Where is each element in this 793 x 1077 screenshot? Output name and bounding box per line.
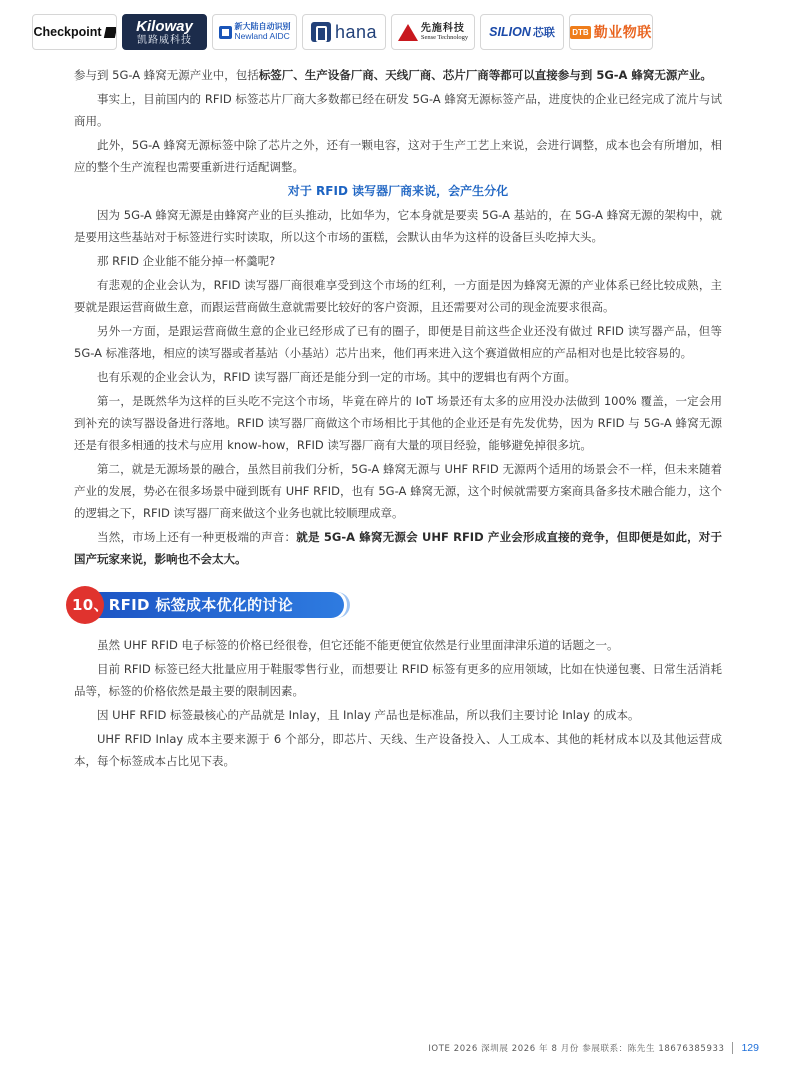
newland-logo-cn: 新大陆自动识别 xyxy=(234,21,291,31)
article-body xyxy=(74,64,722,774)
subheading: 对于 RFID 读写器厂商来说，会产生分化 xyxy=(287,184,509,198)
page-number: 129 xyxy=(741,1042,759,1054)
hana-logo-text: hana xyxy=(334,21,378,42)
footer-info: IOTE 2026 深圳展 2026 年 8 月份 参展联系：陈先生 18676385933 xyxy=(428,1044,725,1054)
newland-mark-icon xyxy=(219,26,232,39)
sense-logo-en: Sense Technology xyxy=(420,33,469,41)
paragraph: 虽然 UHF RFID 电子标签的价格已经很卷，但它还能不能更便宜依然是行业里面津津乐道的话题之一。 xyxy=(97,638,619,652)
silion-logo-cn: 芯联 xyxy=(532,27,555,39)
hana-mark-icon xyxy=(311,22,331,42)
dtb-mark-icon: DTB xyxy=(572,27,589,37)
paragraph: 当然，市场上还有一种更极端的声音：就是 5G-A 蜂窝无源会 UHF RFID 产业会形成直接的竞争，但即便是如此，对于国产玩家来说，影响也不会太大。 xyxy=(74,530,723,566)
paragraph: 参与到 5G-A 蜂窝无源产业中，包括标签厂、生产设备厂商、天线厂商、芯片厂商等都可以直接参与到 5G-A 蜂窝无源产业。 xyxy=(74,68,712,82)
newland-logo-en: Newland AIDC xyxy=(234,30,290,41)
paragraph: UHF RFID Inlay 成本主要来源于 6 个部分，即芯片、天线、生产设备投入、人工成本、其他的耗材成本以及其他运营成本，每个标签成本占比见下表。 xyxy=(74,732,722,768)
paragraph: 事实上，目前国内的 RFID 标签芯片厂商大多数都已经在研发 5G-A 蜂窝无源标签产品，进度快的企业已经完成了流片与试商用。 xyxy=(74,92,722,128)
section-heading xyxy=(68,586,722,626)
paragraph: 第一，是既然华为这样的巨头吃不完这个市场，毕竟在碎片的 IoT 场景还有太多的应用没办法做到 100% 覆盖，一定会用到补充的读写器设备进行落地。RFID 读写器厂商做这个市场相比于其他的企业还是有先发优势，因为 RFID 与 5G-A 蜂窝无源还是有很多相通的技术与应用 know-how，RFID 读写器厂商有大量的项目经验，能够避免掉很多坑。 xyxy=(74,394,722,452)
kiloway-logo xyxy=(122,14,207,50)
sense-logo-cn: 先施科技 xyxy=(420,22,465,34)
paragraph: 第二，就是无源场景的融合，虽然目前我们分析，5G-A 蜂窝无源与 UHF RFID 无源两个适用的场景会不一样，但未来随着产业的发展，势必在很多场景中碰到既有 UHF RFID，也有 5G-A 蜂窝无源，这个时候就需要方案商具备多技术融合能力，这个的逻辑之下，RFID 读写器厂商来做这个业务也就比较顺理成章。 xyxy=(74,462,722,520)
paragraph: 因为 5G-A 蜂窝无源是由蜂窝产业的巨头推动，比如华为，它本身就是要卖 5G-A 基站的，在 5G-A 蜂窝无源的架构中，就是要用这些基站对于标签进行实时读取，所以这个市场的蛋糕，会默认由华为这样的设备巨头吃掉大头。 xyxy=(74,208,722,244)
paragraph: 因 UHF RFID 标签最核心的产品就是 Inlay，且 Inlay 产品也是标准品，所以我们主要讨论 Inlay 的成本。 xyxy=(97,708,640,722)
newland-logo xyxy=(212,14,297,50)
hana-logo xyxy=(302,14,386,50)
sense-mark-icon xyxy=(398,24,418,41)
dtb-logo-cn: 勤业物联 xyxy=(593,25,652,41)
dtb-logo xyxy=(569,14,653,50)
footer-divider xyxy=(732,1042,733,1054)
paragraph: 目前 RFID 标签已经大批量应用于鞋服零售行业，而想要让 RFID 标签有更多的应用领域，比如在快递包裹、日常生活消耗品等，标签的价格依然是最主要的限制因素。 xyxy=(74,662,722,698)
checkpoint-logo xyxy=(32,14,117,50)
sense-logo xyxy=(391,14,475,50)
paragraph: 那 RFID 企业能不能分掉一杯羹呢? xyxy=(97,254,276,268)
silion-logo xyxy=(480,14,564,50)
paragraph: 有悲观的企业会认为，RFID 读写器厂商很难享受到这个市场的红利，一方面是因为蜂窝无源的产业体系已经比较成熟，主要就是跟运营商做生意，而跟运营商做生意就需要比较好的客户资源，且还需要对公司的现金流要求很高。 xyxy=(74,278,722,314)
checkpoint-mark-icon xyxy=(103,27,116,38)
silion-logo-en: SILION xyxy=(489,25,531,39)
section-title: 10、RFID 标签成本优化的讨论 xyxy=(72,596,294,614)
paragraph: 此外，5G-A 蜂窝无源标签中除了芯片之外，还有一颗电容，这对于生产工艺上来说，会进行调整，成本也会有所增加，相应的整个生产流程也需要重新进行适配调整。 xyxy=(74,138,722,174)
kiloway-logo-en: Kiloway xyxy=(136,17,193,35)
sponsor-logo-bar xyxy=(32,14,672,52)
paragraph: 也有乐观的企业会认为，RFID 读写器厂商还是能分到一定的市场。其中的逻辑也有两个方面。 xyxy=(97,370,577,384)
paragraph: 另外一方面，是跟运营商做生意的企业已经形成了已有的圈子，即便是目前这些企业还没有做过 RFID 读写器产品，但等 5G-A 标准落地，相应的读写器或者基站（小基站）芯片出来，他们再来进入这个赛道做相应的产品相对也是比较容易的。 xyxy=(74,324,722,360)
checkpoint-logo-text: Checkpoint xyxy=(33,25,102,39)
page-footer xyxy=(428,1042,759,1054)
kiloway-logo-cn: 凯路威科技 xyxy=(137,34,192,46)
